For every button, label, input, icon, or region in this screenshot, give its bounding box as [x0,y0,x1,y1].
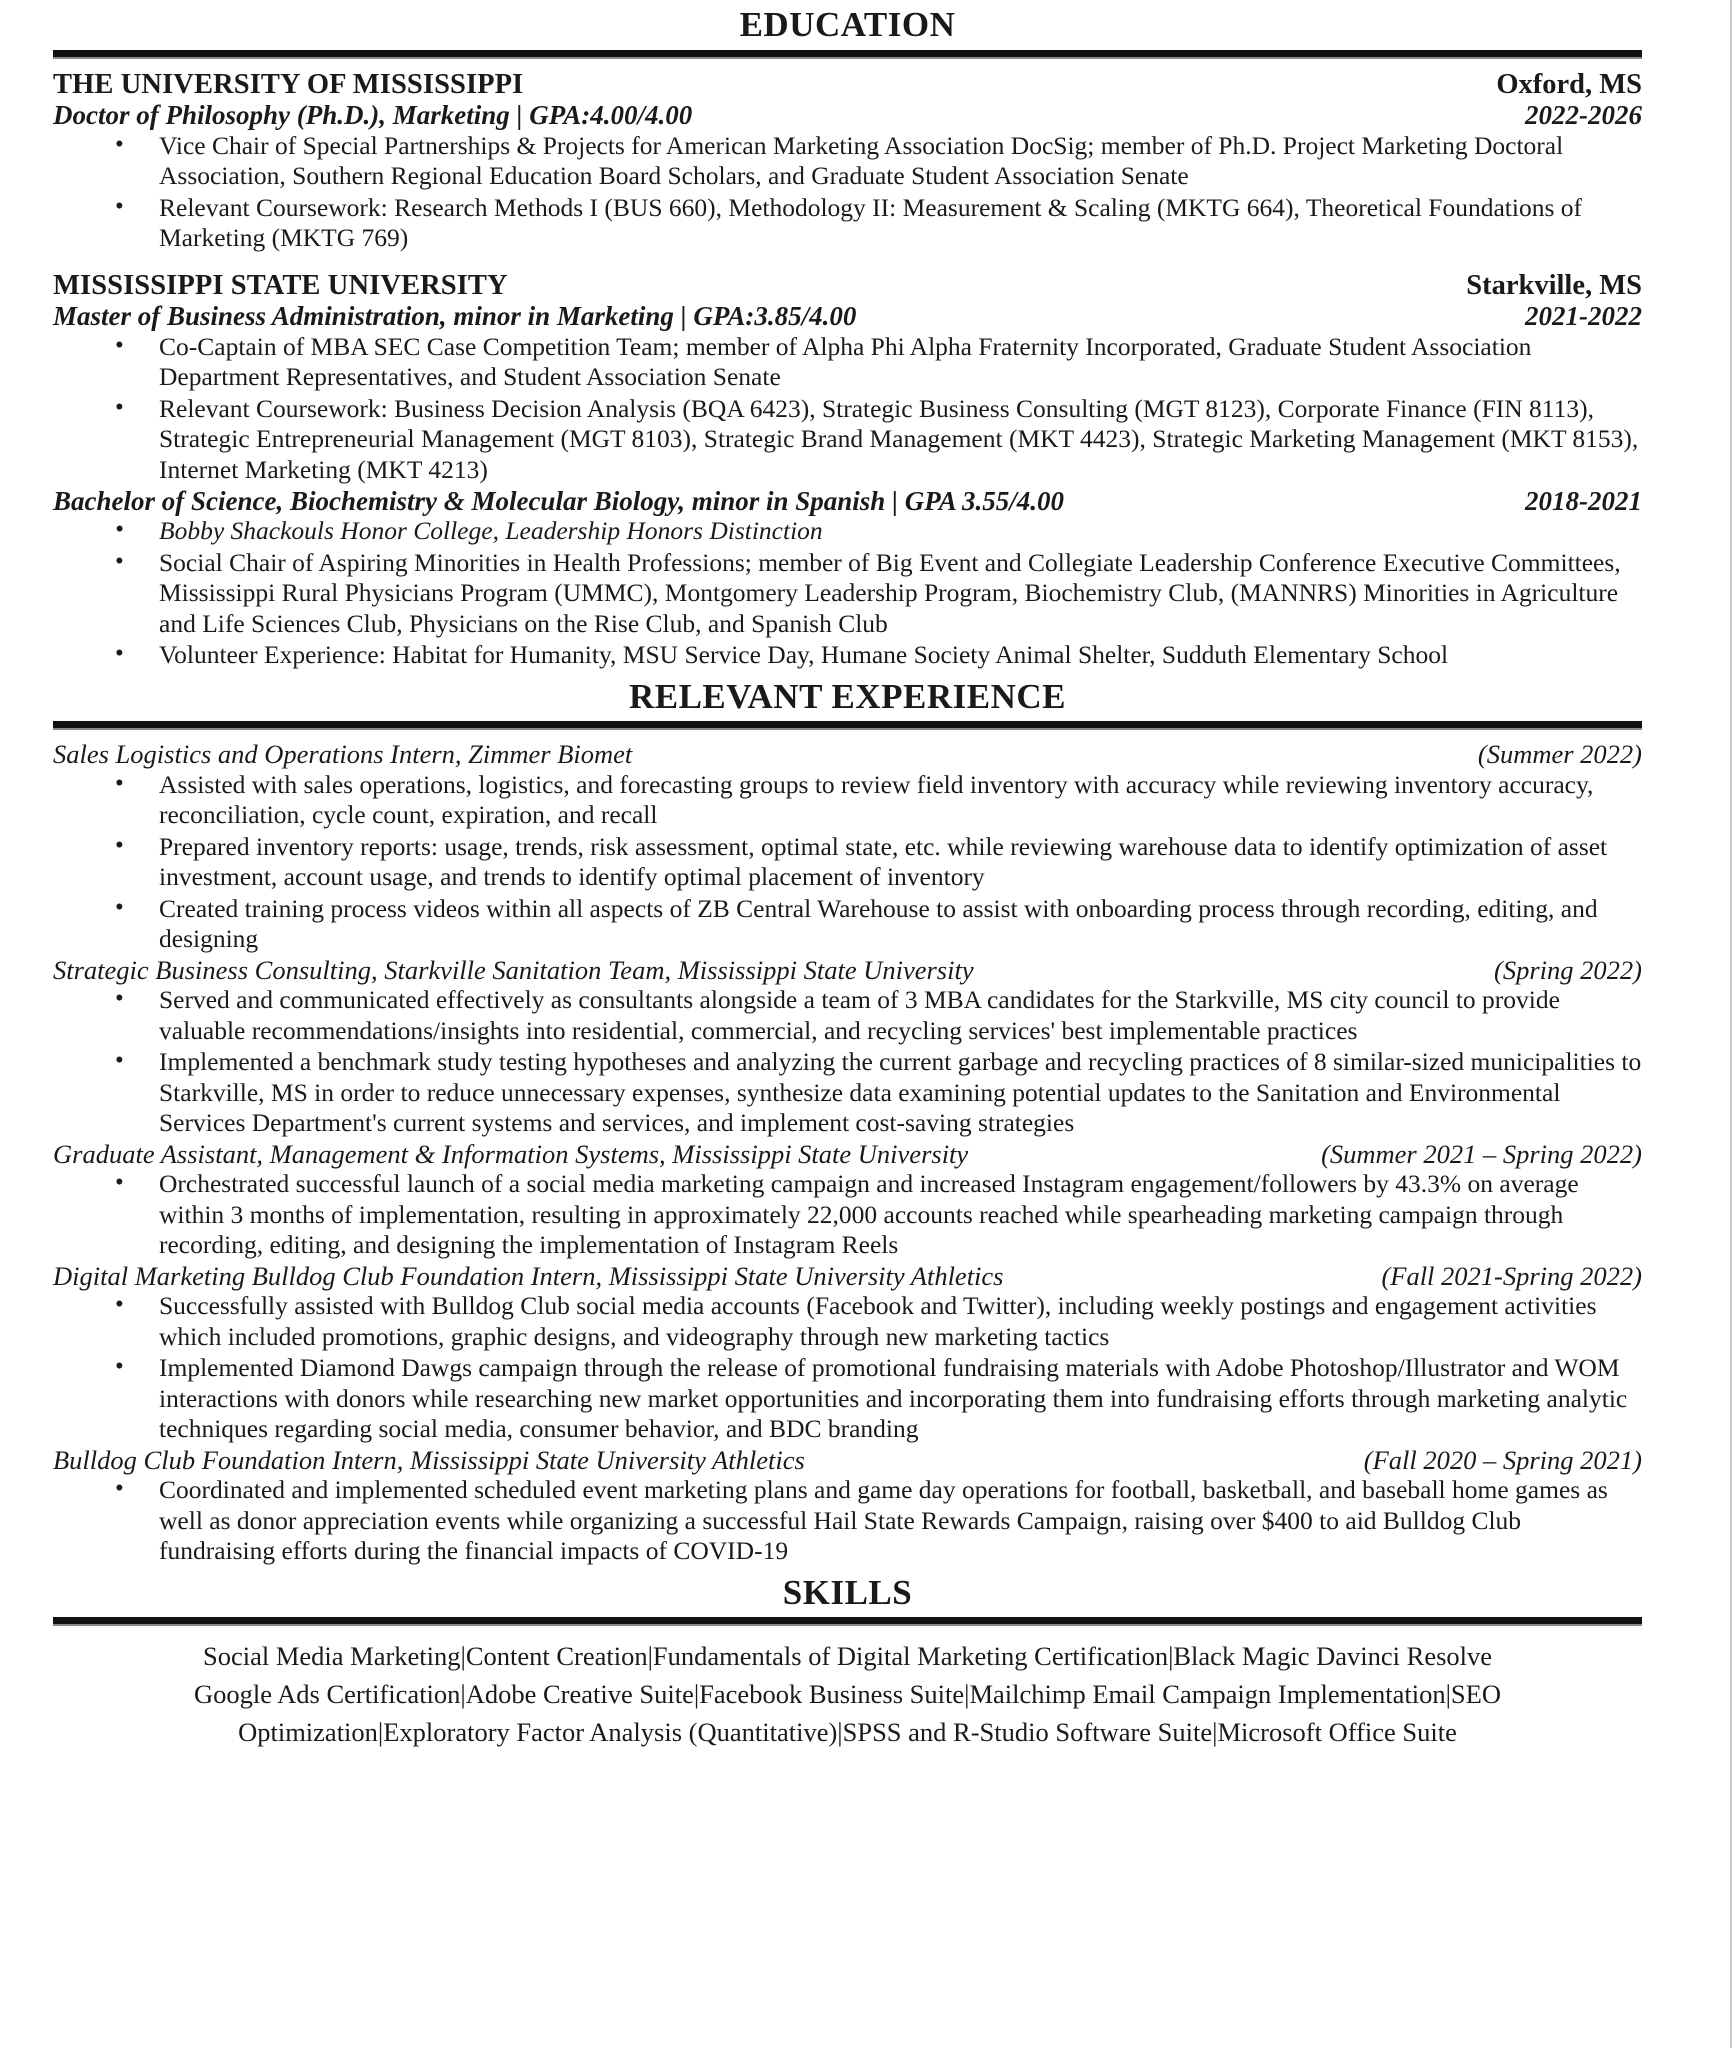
experience-bullet-list [53,985,1642,1138]
experience-date: (Spring 2022) [1494,954,1642,985]
education-entry-header [53,270,1642,302]
education-bullet-list [53,516,1642,670]
education-degree: Bachelor of Science, Biochemistry & Molecular Biology, minor in Spanish | GPA 3.55/4.00 [53,486,1065,516]
section-divider-skills [53,1617,1642,1626]
list-item: • Assisted with sales operations, logistics, and forecasting groups to review field inventory with accuracy while reviewing inventory accuracy, reconciliation, cycle count, expiration, and recall [53,770,1642,831]
list-item: • Created training process videos within all aspects of ZB Central Warehouse to assist with onboarding process through recording, editing, and designing [53,894,1642,955]
skills-line: Social Media Marketing|Content Creation|Fundamentals of Digital Marketing Certification|Black Magic Davinci Resolve [202,1641,1493,1672]
list-item: • Prepared inventory reports: usage, trends, risk assessment, optimal state, etc. while reviewing warehouse data to identify optimization of asset investment, account usage, and trends to identify optimal placement of inventory [53,832,1642,893]
section-heading-skills: SKILLS [782,1572,913,1612]
list-item: • Coordinated and implemented scheduled event marketing plans and game day operations for football, basketball, and baseball home games as well as donor appreciation events while organizing a successful Hail State Rewards Campaign, raising over $400 to aid Bulldog Club fundraising efforts during the financial impacts of COVID-19 [53,1475,1642,1566]
education-degree-years: 2022-2026 [1525,100,1642,131]
list-item: • Social Chair of Aspiring Minorities in Health Professions; member of Big Event and Collegiate Leadership Conference Executive Committees, Mississippi Rural Physicians Program (UMMC), Montgomery Leadership Program, Biochemistry Club, (MANNRS) Minorities in Agriculture and Life Sciences Club, Physicians on the Rise Club, and Spanish Club [53,548,1642,639]
education-degree-header [53,100,1642,130]
education-bullet-list [53,332,1642,485]
education-location: Starkville, MS [1466,269,1642,301]
experience-title: Bulldog Club Foundation Intern, Mississippi State University Athletics [53,1444,805,1475]
education-degree-years: 2018-2021 [1525,486,1642,516]
experience-date: (Summer 2021 – Spring 2022) [1321,1138,1642,1169]
skills-line: Optimization|Exploratory Factor Analysis (Quantitative)|SPSS and R-Studio Software Suite|Microsoft Office Suite [238,1716,1457,1747]
education-organization: THE UNIVERSITY OF MISSISSIPPI [53,68,524,100]
experience-entry-header [53,1262,1642,1292]
education-location: Oxford, MS [1496,68,1642,100]
education-degree-years: 2021-2022 [1525,301,1642,332]
experience-entry-header [53,1446,1642,1476]
experience-title: Sales Logistics and Operations Intern, Zimmer Biomet [53,739,633,770]
education-entry [53,69,1642,254]
education-organization: MISSISSIPPI STATE UNIVERSITY [53,269,508,301]
section-relevant-experience [53,672,1642,1567]
experience-entry [53,956,1642,1139]
skills-list [53,1636,1642,1751]
education-degree: Master of Business Administration, minor in Marketing | GPA:3.85/4.00 [53,301,857,332]
experience-entry [53,1446,1642,1567]
experience-title: Digital Marketing Bulldog Club Foundation Intern, Mississippi State University Athletics [53,1260,1004,1291]
experience-date: (Fall 2021-Spring 2022) [1381,1260,1642,1291]
list-item: • Implemented a benchmark study testing hypotheses and analyzing the current garbage and recycling practices of 8 similar-sized municipalities to Starkville, MS in order to reduce unnecessary expenses, synthesize data examining potential updates to the Sanitation and Environmental Services Department's current systems and services, and implement cost-saving strategies [53,1047,1642,1138]
experience-bullet-list [53,1169,1642,1260]
list-item: • Vice Chair of Special Partnerships & Projects for American Marketing Association DocSig; member of Ph.D. Project Marketing Doctoral Association, Southern Regional Education Board Scholars, and Graduate Student Association Senate [53,131,1642,192]
list-item: • Co-Captain of MBA SEC Case Competition Team; member of Alpha Phi Alpha Fraternity Incorporated, Graduate Student Association Department Representatives, and Student Association Senate [53,332,1642,393]
experience-title: Graduate Assistant, Management & Information Systems, Mississippi State University [53,1138,969,1169]
experience-entry [53,1262,1642,1445]
section-divider-relevant-experience [53,721,1642,730]
skills-line: Google Ads Certification|Adobe Creative Suite|Facebook Business Suite|Mailchimp Email Campaign Implementation|SEO [194,1678,1501,1709]
list-item: • Orchestrated successful launch of a social media marketing campaign and increased Instagram engagement/followers by 43.3% on average within 3 months of implementation, resulting in approximately 22,000 accounts reached while spearheading marketing campaign through recording, editing, and designing the implementation of Instagram Reels [53,1169,1642,1260]
experience-bullet-list [53,1291,1642,1444]
experience-entry-header [53,740,1642,770]
experience-bullet-list [53,1475,1642,1566]
section-heading-relevant-experience: RELEVANT EXPERIENCE [628,676,1067,716]
experience-title: Strategic Business Consulting, Starkville Sanitation Team, Mississippi State University [53,954,974,985]
section-education [53,0,1642,671]
education-degree-header [53,301,1642,331]
list-item: • Served and communicated effectively as consultants alongside a team of 3 MBA candidates for the Starkville, MS city council to provide valuable recommendations/insights into residential, commercial, and recycling services' best implementable practices [53,985,1642,1046]
section-skills [53,1568,1642,1751]
experience-entry-header [53,1140,1642,1170]
experience-entry [53,740,1642,954]
section-heading-education: EDUCATION [739,5,956,44]
experience-date: (Fall 2020 – Spring 2021) [1363,1444,1642,1475]
section-divider-education [53,50,1642,59]
education-entry [53,270,1642,671]
experience-entry [53,1140,1642,1261]
spacer [53,255,1642,270]
list-item: • Relevant Coursework: Business Decision Analysis (BQA 6423), Strategic Business Consulting (MGT 8123), Corporate Finance (FIN 8113), Strategic Entrepreneurial Management (MGT 8103), Strategic Brand Management (MKT 4423), Strategic Marketing Management (MKT 8153), Internet Marketing (MKT 4213) [53,394,1642,485]
list-item: • Volunteer Experience: Habitat for Humanity, MSU Service Day, Humane Society Animal Shelter, Sudduth Elementary School [53,640,1642,670]
experience-date: (Summer 2022) [1477,739,1642,770]
experience-entry-header [53,956,1642,986]
list-item: • Bobby Shackouls Honor College, Leadership Honors Distinction [53,516,1642,546]
list-item: • Implemented Diamond Dawgs campaign through the release of promotional fundraising materials with Adobe Photoshop/Illustrator and WOM interactions with donors while researching new market opportunities and incorporating them into fundraising efforts through marketing analytic techniques regarding social media, consumer behavior, and BDC branding [53,1353,1642,1444]
list-item: • Successfully assisted with Bulldog Club social media accounts (Facebook and Twitter), including weekly postings and engagement activities which included promotions, graphic designs, and videography through new marketing tactics [53,1291,1642,1352]
education-degree: Doctor of Philosophy (Ph.D.), Marketing | GPA:4.00/4.00 [53,100,693,131]
list-item: • Relevant Coursework: Research Methods I (BUS 660), Methodology II: Measurement & Scaling (MKTG 664), Theoretical Foundations of Marketing (MKTG 769) [53,193,1642,254]
education-degree-header [53,486,1642,516]
education-entry-header [53,69,1642,101]
education-bullet-list [53,131,1642,254]
experience-bullet-list [53,770,1642,955]
